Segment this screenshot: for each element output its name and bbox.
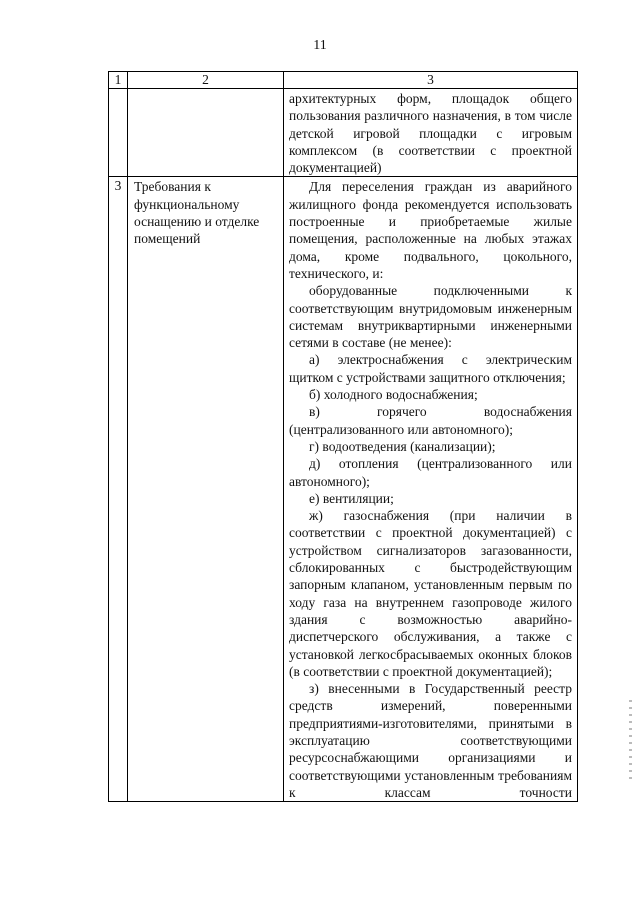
margin-scan-mark [629,700,632,780]
description-paragraph: д) отопления (централизованного или автономного); [289,456,572,489]
header-col-1: 1 [109,72,128,89]
row-3-requirement: Требования к функциональному оснащению и отделке помещений [128,177,284,802]
row-continued-description [284,89,578,177]
description-paragraph: г) водоотведения (канализации); [309,438,496,454]
description-paragraph: б) холодного водоснабжения; [309,387,478,403]
row-3-description [284,177,578,802]
row-3-number: 3 [109,177,128,802]
page-number: 11 [313,38,327,53]
row-continued-number [109,89,128,177]
row-continued-requirement [128,89,284,177]
description-paragraph: е) вентиляции; [309,490,394,506]
description-paragraph: ж) газоснабжения (при наличии в соответствии с проектной документацией) с устройством сигнализаторов загазованности, сблокированных с быстродействующим запорным клапаном, установленным первым по ходу газа на внутреннем газопроводе жилого здания с возможностью аварийно-диспетчерского обслуживания, а также с установкой легкосбрасываемых оконных блоков (в соответствии с проектной документацией); [289,508,572,679]
description-paragraph: оборудованные подключенными к соответствующим внутридомовым инженерным системам внутриквартирными инженерными сетями в составе (не менее): [289,283,572,351]
header-col-3: 3 [284,72,578,89]
description-paragraph: в) горячего водоснабжения (централизованного или автономного); [289,404,572,437]
table-row-continued [109,89,578,177]
table-row-3 [109,177,578,802]
description-paragraph: Для переселения граждан из аварийного жилищного фонда рекомендуется использовать построенные и приобретаемые жилые помещения, расположенные на любых этажах дома, кроме подвального, цокольного, технического, и: [289,179,572,281]
description-paragraph: архитектурных форм, площадок общего пользования различного назначения, в том числе детской игровой площадки с игровым комплексом (в соответствии с проектной документацией) [289,91,572,176]
description-paragraph: з) внесенными в Государственный реестр средств измерений, поверенными предприятиями-изготовителями, принятыми в эксплуатацию соответствующими ресурсоснабжающими организациями и соответствующими установленным требованиям к классам точности [289,681,572,800]
requirements-table [108,71,578,802]
description-paragraph: а) электроснабжения с электрическим щитком с устройствами защитного отключения; [289,352,572,385]
header-col-2: 2 [128,72,284,89]
table-header-row [109,72,578,89]
